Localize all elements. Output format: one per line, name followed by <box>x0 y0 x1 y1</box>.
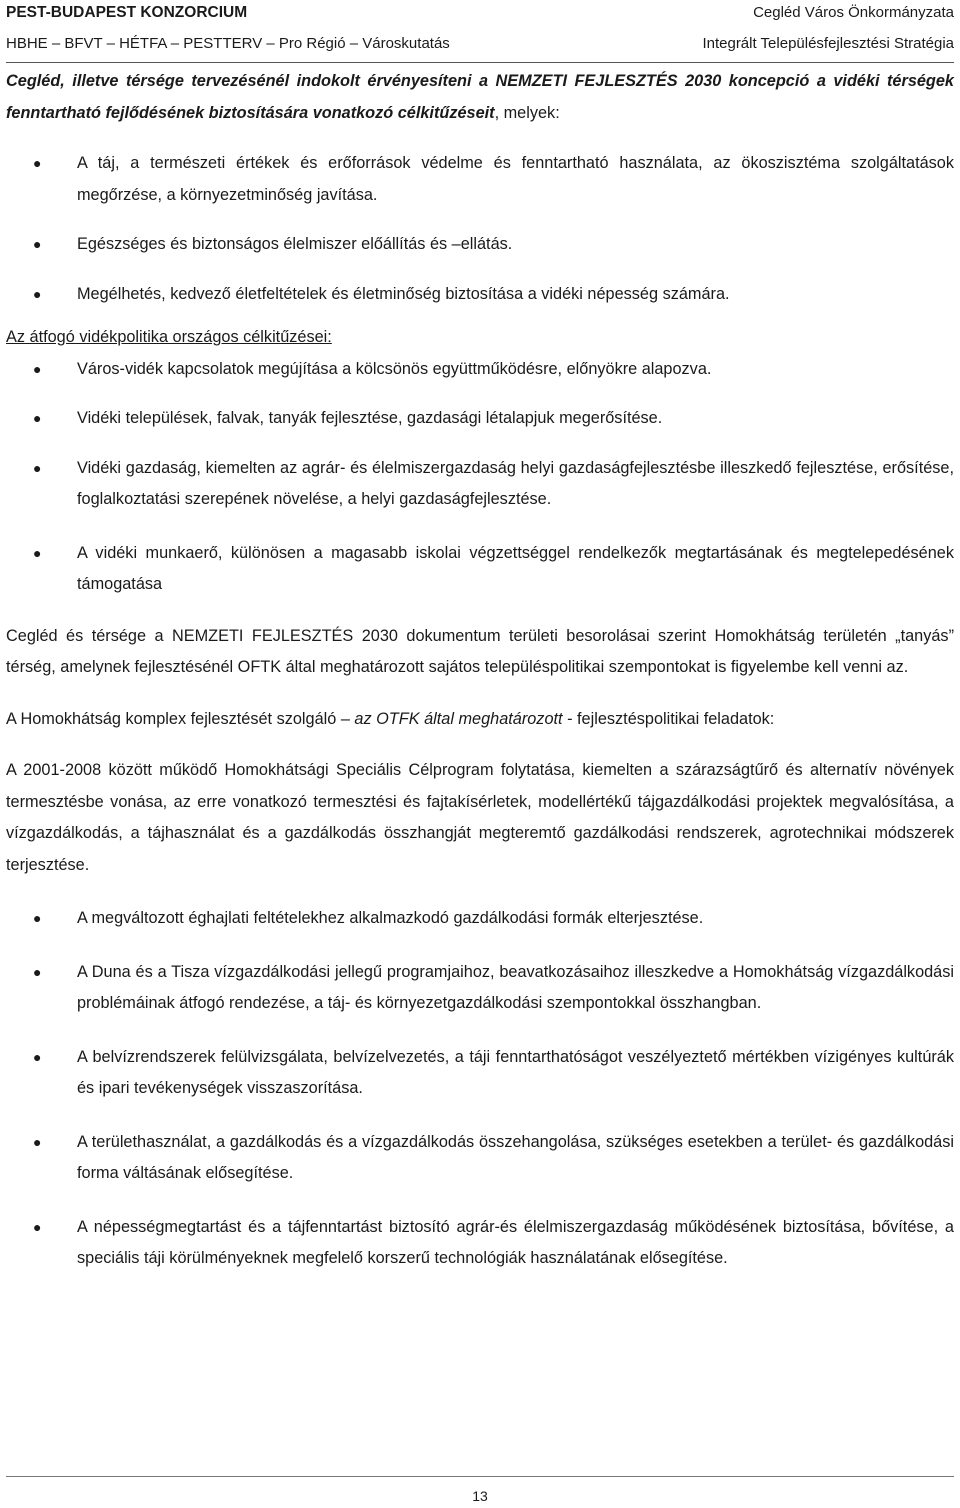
page-header <box>6 0 954 63</box>
homokhatsag-paragraph: Cegléd és térsége a NEMZETI FEJLESZTÉS 2030 dokumentum területi besorolásai szerint Homokhátság területén „tanyás” térség, amelynek fejlesztésénél OFTK által meghatározott sajátos településpolitikai szempontokat is figyelembe kell venni az. <box>6 626 954 676</box>
bullet-icon: ● <box>33 910 42 926</box>
bullet-icon: ● <box>33 410 42 426</box>
list-item <box>6 1127 954 1190</box>
list-item-text: A táj, a természeti értékek és erőforrások védelme és fenntartható használata, az ökoszisztéma szolgáltatások megőrzése, a környezetminőség javítása. <box>77 154 954 204</box>
list-item-text: A területhasználat, a gazdálkodás és a vízgazdálkodás összehangolása, szükséges esetekben a terület- és gazdálkodási forma váltásának elősegítése. <box>77 1132 954 1182</box>
bullet-icon: ● <box>33 236 42 252</box>
intro-paragraph <box>6 66 954 129</box>
tasks-heading-end: - fejlesztéspolitikai feladatok: <box>562 709 775 728</box>
document-title: Integrált Településfejlesztési Stratégia <box>702 35 954 52</box>
bullet-icon: ● <box>33 1048 42 1065</box>
list-item-text: A Duna és a Tisza vízgazdálkodási jellegű programjaihoz, beavatkozásaihoz illeszkedve a Homokhátság vízgazdálkodási problémáinak átfogó rendezése, a táj- és környezetgazdálkodási szempontokkal összhangban. <box>77 962 954 1012</box>
list-item-text: A népességmegtartást és a tájfenntartást biztosító agrár-és élelmiszergazdaság működésének biztosítása, bővítése, a speciális táji körülményeknek megfelelő korszerű technológiák használatának elősegítése. <box>77 1217 954 1267</box>
list-item <box>6 403 954 435</box>
document-body <box>6 66 954 1275</box>
policy-list <box>6 354 954 601</box>
list-item-text: Egészséges és biztonságos élelmiszer előállítás és –ellátás. <box>77 235 513 253</box>
bullet-icon: ● <box>33 1218 42 1235</box>
list-item <box>6 903 954 935</box>
list-item <box>6 1212 954 1275</box>
list-item-text: Vidéki gazdaság, kiemelten az agrár- és élelmiszergazdaság helyi gazdaságfejlesztésbe illeszkedő fejlesztése, erősítése, foglalkoztatási szerepének növelése, a helyi gazdaságfejlesztése. <box>77 458 954 508</box>
intro-bold-text: Cegléd, illetve térsége tervezésénél indokolt érvényesíteni a NEMZETI FEJLESZTÉS 2030 koncepció a vidéki térségek fenntartható fejlődésének biztosítására vonatkozó célkitűzéseit <box>6 72 954 122</box>
policy-heading: Az átfogó vidékpolitika országos célkitűzései: <box>6 328 332 346</box>
bullet-icon: ● <box>33 1133 42 1150</box>
bullet-icon: ● <box>33 459 42 476</box>
list-item-text: Megélhetés, kedvező életfeltételek és életminőség biztosítása a vidéki népesség számára. <box>77 284 730 303</box>
bullet-icon: ● <box>33 544 42 561</box>
list-item <box>6 957 954 1020</box>
bullet-icon: ● <box>33 963 42 980</box>
tasks-heading-italic: az OTFK által meghatározott <box>354 709 563 728</box>
page-number: 13 <box>472 1488 488 1504</box>
bullet-icon: ● <box>33 285 42 302</box>
list-item-text: A vidéki munkaerő, különösen a magasabb iskolai végzettséggel rendelkezők megtartásának és megtelepedésének támogatása <box>77 543 954 593</box>
municipality-name: Cegléd Város Önkormányzata <box>753 4 954 21</box>
tasks-heading <box>6 704 954 736</box>
list-item <box>6 538 954 601</box>
list-item-text: Vidéki települések, falvak, tanyák fejlesztése, gazdasági létalapjuk megerősítése. <box>77 409 663 427</box>
consortium-members: HBHE – BFVT – HÉTFA – PESTTERV – Pro Régió – Városkutatás <box>6 35 450 52</box>
list-item <box>6 229 954 261</box>
bullet-icon: ● <box>33 155 42 171</box>
intro-normal-text: , melyek: <box>494 103 560 122</box>
consortium-name: PEST-BUDAPEST KONZORCIUM <box>6 4 248 21</box>
list-item <box>6 1042 954 1105</box>
list-item <box>6 453 954 516</box>
program-paragraph: A 2001-2008 között működő Homokhátsági Speciális Célprogram folytatása, kiemelten a szárazságtűrő és alternatív növények termesztésbe vonása, az erre vonatkozó termesztési és fajtakísérletek, modellértékű tájgazdálkodási projektek megvalósítása, a vízgazdálkodás, a tájhasználat és a gazdálkodás összhangját megteremtő gazdálkodási rendszerek, agrotechnikai módszerek terjesztése. <box>6 761 954 874</box>
goals-list <box>6 148 954 310</box>
list-item-text: Város-vidék kapcsolatok megújítása a kölcsönös együttműködésre, előnyökre alapozva. <box>77 359 712 378</box>
tasks-heading-text: A Homokhátság komplex fejlesztését szolgáló – <box>6 709 355 728</box>
list-item <box>6 354 954 386</box>
list-item-text: A megváltozott éghajlati feltételekhez alkalmazkodó gazdálkodási formák elterjesztése. <box>77 909 704 927</box>
tasks-list <box>6 903 954 1275</box>
footer-divider <box>6 1476 954 1477</box>
bullet-icon: ● <box>33 360 42 377</box>
list-item <box>6 148 954 211</box>
list-item <box>6 279 954 311</box>
list-item-text: A belvízrendszerek felülvizsgálata, belvízelvezetés, a táji fenntarthatóságot veszélyeztető mértékben vízigényes kultúrák és ipari tevékenységek visszaszorítása. <box>77 1047 954 1097</box>
